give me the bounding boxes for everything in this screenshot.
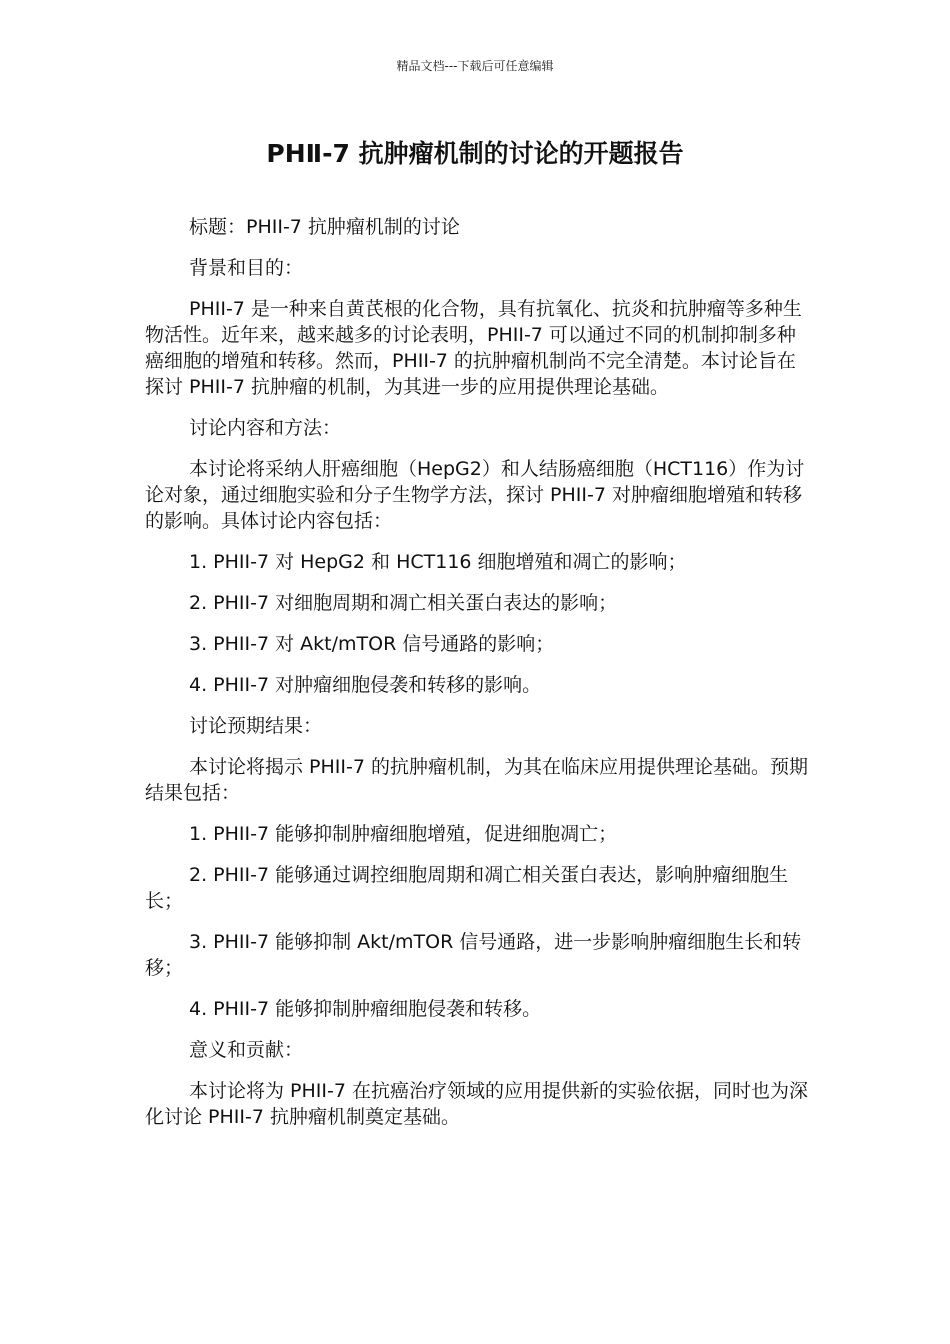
paragraph-subject: 标题：PHII-7 抗肿瘤机制的讨论	[189, 216, 460, 238]
list-item-method-1: 1. PHII-7 对 HepG2 和 HCT116 细胞增殖和凋亡的影响；	[189, 551, 687, 573]
list-item-result-1: 1. PHII-7 能够抑制肿瘤细胞增殖，促进细胞凋亡；	[189, 823, 618, 845]
document-title: PHⅡ-7 抗肿瘤机制的讨论的开题报告	[266, 139, 684, 168]
paragraph-significance: 本讨论将为 PHII-7 在抗癌治疗领域的应用提供新的实验依据，同时也为深化讨论 PHII-7 抗肿瘤机制奠定基础。	[145, 1080, 808, 1128]
list-item-result-3: 3. PHII-7 能够抑制 Akt/mTOR 信号通路，进一步影响肿瘤细胞生长和转移；	[145, 931, 802, 979]
list-item-result-4: 4. PHII-7 能够抑制肿瘤细胞侵袭和转移。	[189, 998, 542, 1020]
list-item-result-2: 2. PHII-7 能够通过调控细胞周期和凋亡相关蛋白表达，影响肿瘤细胞生长；	[145, 864, 789, 912]
list-item-method-3: 3. PHII-7 对 Akt/mTOR 信号通路的影响；	[189, 633, 555, 655]
heading-significance: 意义和贡献：	[189, 1039, 304, 1061]
heading-expected-results: 讨论预期结果：	[189, 715, 323, 737]
heading-methods: 讨论内容和方法：	[189, 417, 342, 439]
document-body	[145, 214, 810, 1145]
heading-background: 背景和目的：	[189, 257, 304, 279]
paragraph-background: PHII-7 是一种来自黄芪根的化合物，具有抗氧化、抗炎和抗肿瘤等多种生物活性。近年来，越来越多的讨论表明，PHII-7 可以通过不同的机制抑制多种癌细胞的增殖和转移。然而，PHII-7 的抗肿瘤机制尚不完全清楚。本讨论旨在探讨 PHII-7 抗肿瘤的机制，为其进一步的应用提供理论基础。	[145, 298, 802, 398]
paragraph-methods: 本讨论将采纳人肝癌细胞（HepG2）和人结肠癌细胞（HCT116）作为讨论对象，通过细胞实验和分子生物学方法，探讨 PHII-7 对肿瘤细胞增殖和转移的影响。具体讨论内容包括：	[145, 458, 805, 532]
list-item-method-4: 4. PHII-7 对肿瘤细胞侵袭和转移的影响。	[189, 674, 542, 696]
list-item-method-2: 2. PHII-7 对细胞周期和凋亡相关蛋白表达的影响；	[189, 592, 618, 614]
page-header: 精品文档---下载后可任意编辑	[396, 59, 554, 73]
paragraph-expected-results: 本讨论将揭示 PHII-7 的抗肿瘤机制，为其在临床应用提供理论基础。预期结果包括：	[145, 756, 808, 804]
